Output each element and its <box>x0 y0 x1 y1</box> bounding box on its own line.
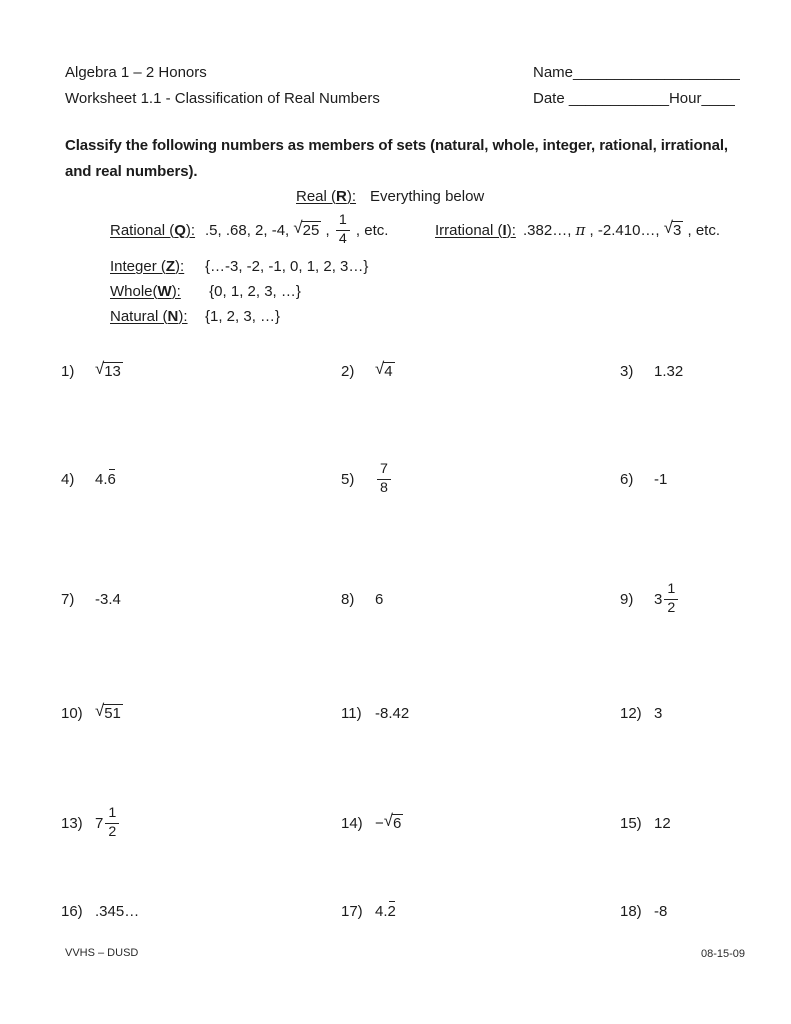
problem-number: 17) <box>341 902 363 920</box>
problem-value <box>95 471 116 488</box>
natural-set-line <box>110 308 280 325</box>
integer-set-label: Integer (Z): <box>110 258 185 275</box>
real-set-line <box>296 188 484 205</box>
math-text: -3.4 <box>95 590 121 608</box>
date-label: Date <box>533 90 569 107</box>
date-hour-line <box>533 90 735 107</box>
problem-value <box>95 903 139 920</box>
problem-value <box>375 903 396 920</box>
sqrt-radical: √ 51 <box>95 700 121 722</box>
instructions-line2: and real numbers). <box>65 163 198 180</box>
whole-set-desc: {0, 1, 2, 3, …} <box>205 283 301 300</box>
problem-number: 3) <box>620 362 634 380</box>
pi-symbol: π <box>575 221 586 239</box>
problem-5 <box>341 457 393 501</box>
problem-17 <box>341 889 396 933</box>
problem-value <box>375 705 409 722</box>
sqrt-radical: √ 3 <box>663 217 682 239</box>
math-text: − <box>375 814 384 832</box>
problem-value <box>375 591 383 608</box>
course-title: Algebra 1 – 2 Honors <box>65 64 207 81</box>
math-text: , etc. <box>683 221 721 239</box>
problem-value <box>375 358 395 381</box>
hour-blank: ____ <box>701 90 735 107</box>
problem-1 <box>61 349 123 393</box>
problem-value <box>375 810 403 833</box>
problem-number: 1) <box>61 362 75 380</box>
footer-school: VVHS – DUSD <box>65 947 139 959</box>
real-set-desc: Everything below <box>370 188 485 205</box>
fraction: $\frac{1}{2}$ <box>664 582 678 617</box>
math-text: , etc. <box>351 221 389 239</box>
problem-number: 9) <box>620 590 634 608</box>
problem-10 <box>61 691 123 735</box>
problem-6 <box>620 457 667 501</box>
problem-number: 5) <box>341 470 355 488</box>
problem-9 <box>620 577 680 621</box>
math-text: 4. <box>375 902 388 920</box>
problem-value <box>95 591 121 608</box>
math-text: 4. <box>95 470 108 488</box>
fraction: $\frac{1}{2}$ <box>105 806 119 841</box>
problem-13 <box>61 801 121 845</box>
problem-number: 7) <box>61 590 75 608</box>
problem-11 <box>341 691 409 735</box>
hour-label: Hour <box>668 90 702 107</box>
problem-number: 15) <box>620 814 642 832</box>
problem-14 <box>341 801 403 845</box>
problem-value <box>95 806 121 841</box>
sqrt-radical: √ 25 <box>293 217 320 239</box>
repeating-overbar: 2 <box>387 902 396 920</box>
whole-set-label: Whole(W): <box>110 283 181 300</box>
real-set-label: Real (R): <box>296 188 357 205</box>
sqrt-radical: √ 13 <box>95 358 121 380</box>
problem-16 <box>61 889 139 933</box>
problem-value <box>654 471 667 488</box>
integer-set-line <box>110 258 368 275</box>
sqrt-radical: √ 4 <box>375 358 393 380</box>
problem-value <box>654 705 662 722</box>
problem-number: 8) <box>341 590 355 608</box>
problem-number: 13) <box>61 814 83 832</box>
rational-set-line <box>110 213 388 247</box>
problem-number: 14) <box>341 814 363 832</box>
whole-set-line <box>110 283 301 300</box>
natural-set-label: Natural (N): <box>110 308 188 325</box>
math-text: 12 <box>654 814 671 832</box>
math-text: -8 <box>654 902 668 920</box>
problem-12 <box>620 691 662 735</box>
instructions-line1: Classify the following numbers as members of sets (natural, whole, integer, rational, irrational, <box>65 137 728 154</box>
problem-value <box>95 700 123 723</box>
math-text: .5, .68, 2, -4, <box>205 221 294 239</box>
math-text: 6 <box>375 590 384 608</box>
problem-value <box>654 363 683 380</box>
problem-number: 6) <box>620 470 634 488</box>
problem-7 <box>61 577 121 621</box>
problem-value <box>654 815 671 832</box>
problem-value <box>95 358 123 381</box>
problem-number: 10) <box>61 704 83 722</box>
problem-4 <box>61 457 116 501</box>
problem-18 <box>620 889 667 933</box>
rational-set-examples <box>205 213 388 248</box>
problem-15 <box>620 801 671 845</box>
fraction: $\frac{1}{4}$ <box>336 213 350 248</box>
math-text: .345… <box>95 902 140 920</box>
worksheet-title: Worksheet 1.1 - Classification of Real Numbers <box>65 90 380 107</box>
name-blank: ____________________ <box>573 64 740 81</box>
problem-2 <box>341 349 395 393</box>
math-text: , <box>321 221 334 239</box>
rational-set-label: Rational (Q): <box>110 221 196 239</box>
problem-number: 12) <box>620 704 642 722</box>
math-text: .382…, <box>523 221 576 239</box>
irrational-set-examples <box>523 217 721 240</box>
problem-value <box>654 582 680 617</box>
math-text: , -2.410…, <box>585 221 664 239</box>
math-text: 1.32 <box>654 362 684 380</box>
irrational-set-label: Irrational (I): <box>435 221 516 239</box>
math-text: 7 <box>95 814 104 832</box>
repeating-overbar: 6 <box>107 470 116 488</box>
problem-value <box>375 462 393 497</box>
problem-value <box>654 903 667 920</box>
footer-date: 08-15-09 <box>700 948 745 960</box>
problem-number: 11) <box>341 704 362 722</box>
problem-number: 2) <box>341 362 355 380</box>
sqrt-radical: √ 6 <box>383 810 402 832</box>
math-text: -8.42 <box>375 704 410 722</box>
problem-3 <box>620 349 683 393</box>
math-text: 3 <box>654 590 663 608</box>
name-label: Name <box>533 64 574 81</box>
integer-set-desc: {…-3, -2, -1, 0, 1, 2, 3…} <box>205 258 369 275</box>
problem-number: 4) <box>61 470 75 488</box>
problem-number: 16) <box>61 902 83 920</box>
name-line <box>533 64 740 81</box>
problem-number: 18) <box>620 902 642 920</box>
irrational-set-line <box>435 213 720 247</box>
problem-8 <box>341 577 383 621</box>
math-text: -1 <box>654 470 668 488</box>
fraction: $\frac{7}{8}$ <box>377 462 391 497</box>
math-text: 3 <box>654 704 663 722</box>
date-blank: ____________ <box>568 90 669 107</box>
natural-set-desc: {1, 2, 3, …} <box>205 308 281 325</box>
